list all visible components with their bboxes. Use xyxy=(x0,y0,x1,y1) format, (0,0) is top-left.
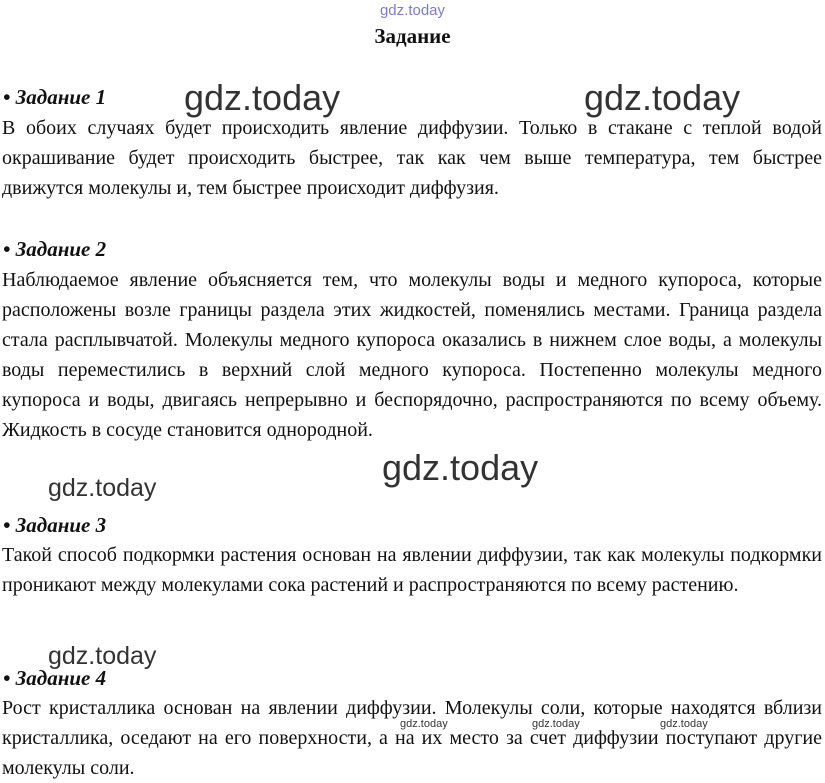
watermark-text: gdz.today xyxy=(48,474,157,502)
watermark-text: gdz.today xyxy=(48,642,157,670)
task-2-heading: • Задание 2 xyxy=(3,237,107,261)
task-3-heading: • Задание 3 xyxy=(3,513,107,537)
watermark-text: gdz.today xyxy=(584,77,741,118)
page-title: Задание xyxy=(374,24,451,48)
task-1-heading: • Задание 1 xyxy=(3,85,107,109)
watermark-text: gdz.today xyxy=(184,77,341,118)
watermark-text: gdz.today xyxy=(382,447,539,488)
top-watermark: gdz.today xyxy=(379,2,446,19)
task-3-text: Такой способ подкормки растения основан на явлении диффузии, так как молекулы подкормки проникают между молекулами сока растений и распространяются по всему растению. xyxy=(2,544,822,596)
watermark-text: gdz.today xyxy=(660,718,708,730)
task-1-text: В обоих случаях будет происходить явление диффузии. Только в стакане с теплой водой окрашивание будет происходить быстрее, так как чем выше температура, тем быстрее движутся молекулы и, тем быстрее происходит диффузия. xyxy=(2,117,822,199)
task-2-text: Наблюдаемое явление объясняется тем, что молекулы воды и медного купороса, которые расположены возле границы раздела этих жидкостей, поменялись местами. Граница раздела стала расплывчатой. Молекулы медного купороса оказались в нижнем слое воды, а молекулы воды переместились в верхний слой медного купороса. Постепенно молекулы медного купороса и воды, двигаясь непрерывно и беспорядочно, распространяются по всему объему. Жидкость в сосуде становится однородной. xyxy=(2,269,822,441)
task-4-heading: • Задание 4 xyxy=(3,666,107,690)
watermark-text: gdz.today xyxy=(532,718,580,730)
watermark-text: gdz.today xyxy=(400,718,448,730)
task-4-text: Рост кристаллика основан на явлении диффузии. Молекулы соли, которые находятся вблизи кристаллика, оседают на его поверхности, а на их место за счет диффузии поступают другие молекулы соли. xyxy=(2,697,822,779)
